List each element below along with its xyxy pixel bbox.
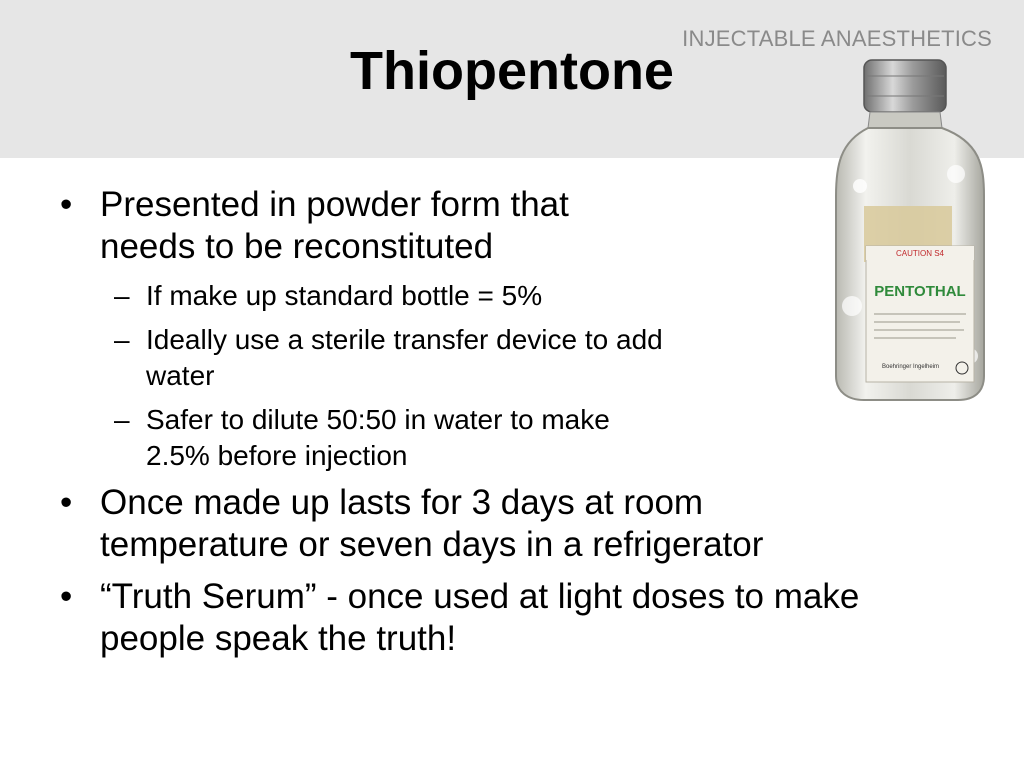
bullet-glyph: • — [60, 483, 73, 522]
sub-bullet-item — [56, 278, 876, 314]
bullet-list — [56, 184, 876, 670]
sub-bullet-text: Safer to dilute 50:50 in water to make 2.5% before injection — [146, 404, 610, 471]
bullet-text: Presented in powder form that needs to be reconstituted — [100, 185, 569, 266]
pentothal-bottle-image — [830, 56, 990, 406]
slide-title: Thiopentone — [350, 41, 674, 101]
sub-bullet-item — [56, 322, 876, 394]
bullet-item — [56, 576, 876, 660]
section-label: INJECTABLE ANAESTHETICS — [682, 26, 992, 51]
bullet-glyph: • — [60, 577, 73, 616]
bullet-item — [56, 482, 876, 566]
label-caution-text: CAUTION S4 — [895, 249, 945, 258]
bullet-text: Once made up lasts for 3 days at room temperature or seven days in a refrigerator — [100, 483, 764, 564]
label-maker-text: Boehringer Ingelheim — [882, 364, 940, 370]
sub-bullet-glyph: – — [114, 404, 130, 435]
sub-bullet-item — [56, 402, 876, 474]
sub-bullet-text: If make up standard bottle = 5% — [146, 280, 543, 311]
sub-bullet-list — [56, 278, 876, 474]
sub-bullet-glyph: – — [114, 324, 130, 355]
bullet-glyph: • — [60, 185, 73, 224]
bullet-item — [56, 184, 876, 268]
bullet-text: “Truth Serum” - once used at light doses to make people speak the truth! — [100, 577, 860, 658]
sub-bullet-text: Ideally use a sterile transfer device to add water — [146, 324, 663, 391]
sub-bullet-glyph: – — [114, 280, 130, 311]
label-brand-text: PENTOTHAL — [874, 283, 966, 300]
